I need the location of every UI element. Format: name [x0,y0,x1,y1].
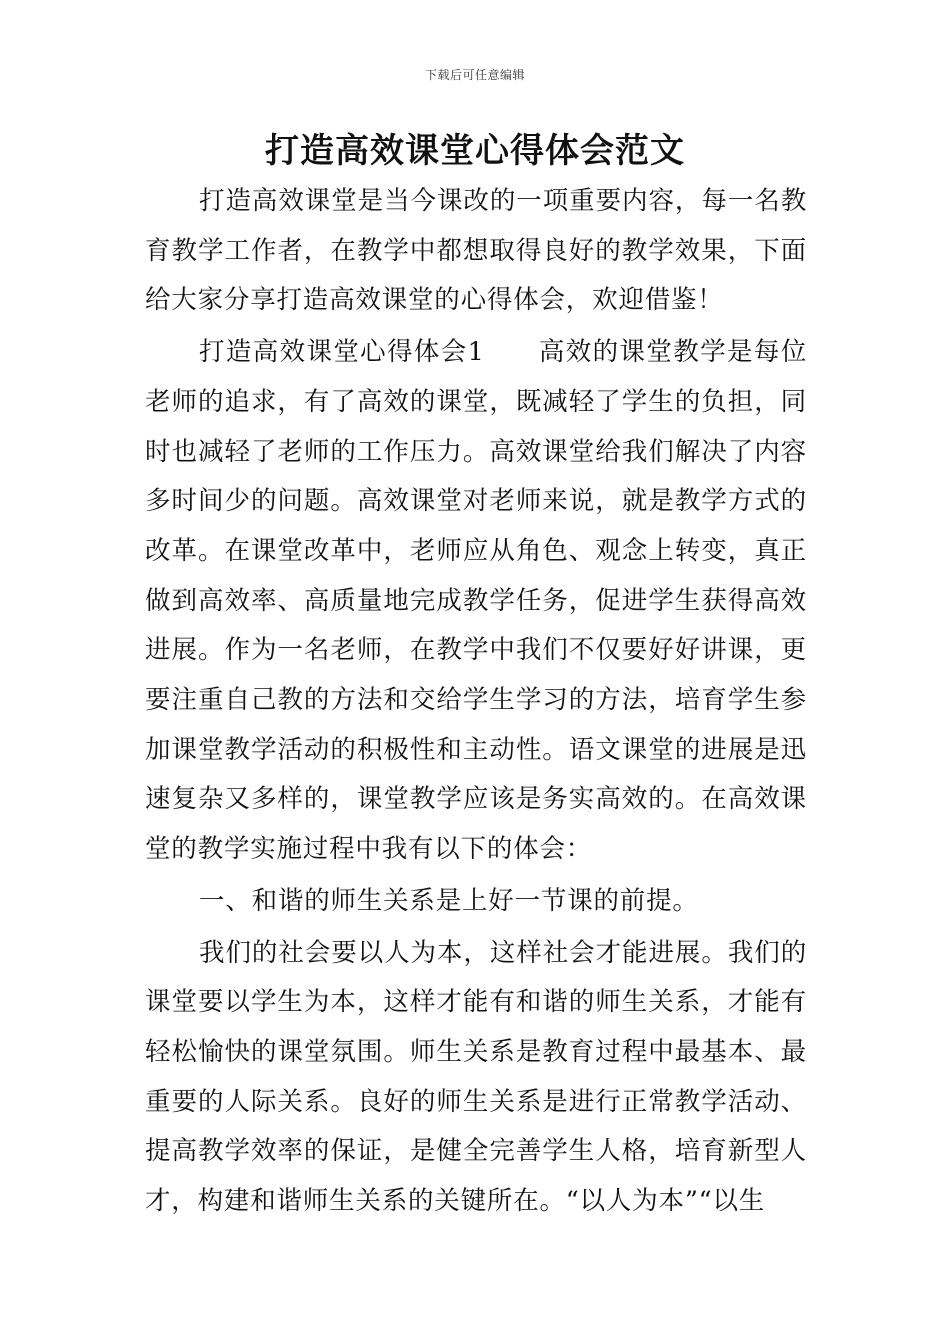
body-paragraph: 我们的社会要以人为本，这样社会才能进展。我们的课堂要以学生为本，这样才能有和谐的师生关系，才能有轻松愉快的课堂氛围。师生关系是教育过程中最基本、最重要的人际关系。良好的师生关系是进行正常教学活动、提高教学效率的保证，是健全完善学生人格，培育新型人才，构建和谐师生关系的关键所在。“以人为本”“以生 [145,937,807,1217]
header-note: 下载后可任意编辑 [424,68,525,82]
body-paragraph: 打造高效课堂心得体会1 高效的课堂教学是每位老师的追求，有了高效的课堂，既减轻了学生的负担，同时也减轻了老师的工作压力。高效课堂给我们解决了内容多时间少的问题。高效课堂对老师来说，就是教学方式的改革。在课堂改革中，老师应从角色、观念上转变，真正做到高效率、高质量地完成教学任务，促进学生获得高效进展。作为一名老师，在教学中我们不仅要好好讲课，更要注重自己教的方法和交给学生学习的方法，培育学生参加课堂教学活动的积极性和主动性。语文课堂的进展是迅速复杂又多样的，课堂教学应该是务实高效的。在高效课堂的教学实施过程中我有以下的体会： [145,337,807,865]
document-body [145,177,807,1229]
document-title: 打造高效课堂心得体会范文 [265,131,685,171]
intro-paragraph: 打造高效课堂是当今课改的一项重要内容，每一名教育教学工作者，在教学中都想取得良好的教学效果，下面给大家分享打造高效课堂的心得体会，欢迎借鉴！ [145,186,807,316]
section-heading: 一、和谐的师生关系是上好一节课的前提。 [199,885,699,916]
